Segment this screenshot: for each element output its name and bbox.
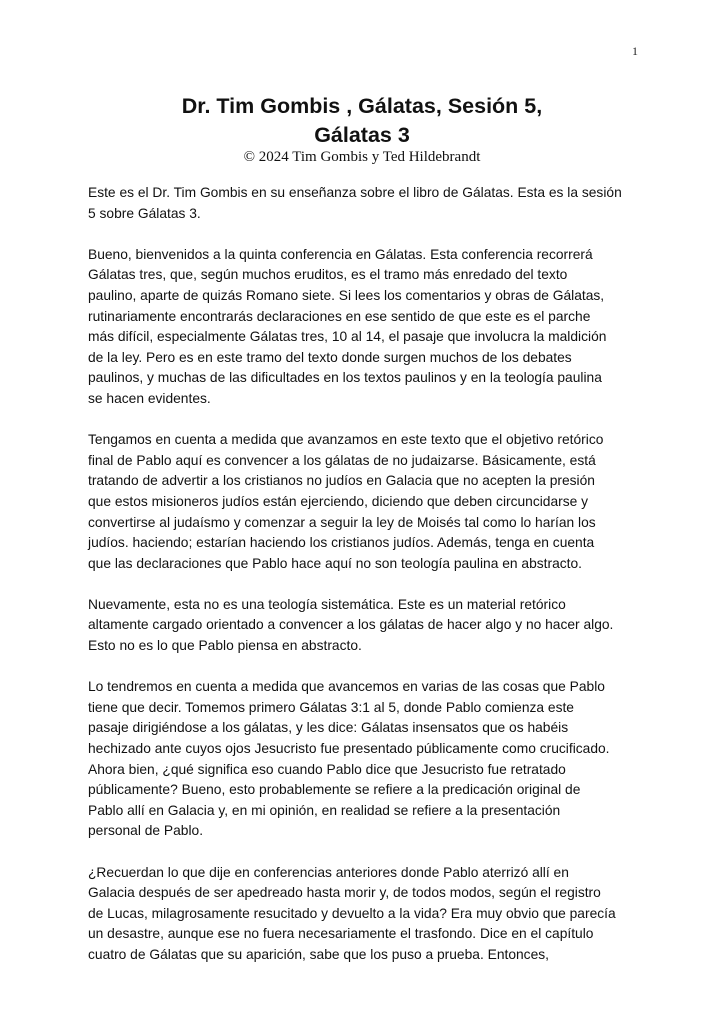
paragraph-line: Bueno, bienvenidos a la quinta conferencia en Gálatas. Esta conferencia recorrerá — [88, 246, 593, 262]
title-line-1: Dr. Tim Gombis , Gálatas, Sesión 5, — [181, 94, 543, 118]
copyright-notice: © 2024 Tim Gombis y Ted Hildebrandt — [243, 149, 481, 165]
paragraph — [88, 430, 660, 574]
paragraph-line: que estos misioneros judíos están ejerciendo, diciendo que deben circuncidarse y — [88, 493, 589, 509]
paragraph-line: más difícil, especialmente Gálatas tres, 10 al 14, el pasaje que involucra la maldición — [88, 329, 607, 345]
paragraph-line: ¿Recuerdan lo que dije en conferencias anteriores donde Pablo aterrizó allí en — [88, 864, 569, 880]
page-number: 1 — [632, 44, 638, 58]
paragraph — [88, 595, 660, 657]
paragraph-line: Ahora bien, ¿qué significa eso cuando Pablo dice que Jesucristo fue retratado — [88, 761, 566, 777]
paragraph-line: pasaje dirigiéndose a los gálatas, y les dice: Gálatas insensatos que os habéis — [88, 720, 569, 736]
paragraph-line: altamente cargado orientado a convencer a los gálatas de hacer algo y no hacer algo. — [88, 617, 614, 633]
title-line-2: Gálatas 3 — [314, 123, 410, 147]
paragraph-line: Galacia después de ser apedreado hasta morir y, de todos modos, según el registro — [88, 885, 601, 901]
document-body — [88, 183, 660, 986]
paragraph-line: final de Pablo aquí es convencer a los gálatas de no judaizarse. Básicamente, está — [88, 452, 596, 468]
document-title — [0, 92, 724, 150]
paragraph-line: se hacen evidentes. — [88, 390, 211, 406]
paragraph — [88, 245, 660, 410]
paragraph-line: tiene que decir. Tomemos primero Gálatas 3:1 al 5, donde Pablo comienza este — [88, 699, 574, 715]
paragraph-line: convertirse al judaísmo y comenzar a seguir la ley de Moisés tal como lo harían los — [88, 514, 596, 530]
paragraph-line: un desastre, aunque ese no fuera necesariamente el trasfondo. Dice en el capítulo — [88, 926, 594, 942]
paragraph-line: Gálatas tres, que, según muchos eruditos, es el tramo más enredado del texto — [88, 267, 568, 283]
paragraph-line: públicamente? Bueno, esto probablemente se refiere a la predicación original de — [88, 782, 581, 798]
paragraph-line: de la ley. Pero es en este tramo del texto donde surgen muchos de los debates — [88, 349, 572, 365]
paragraph-line: Nuevamente, esta no es una teología sistemática. Este es un material retórico — [88, 596, 566, 612]
paragraph-line: judíos. haciendo; estarían haciendo los cristianos judíos. Además, tenga en cuenta — [88, 535, 595, 551]
paragraph-line: paulino, aparte de quizás Romano siete. Si lees los comentarios y obras de Gálatas, — [88, 287, 605, 303]
paragraph-line: Pablo allí en Galacia y, en mi opinión, en realidad se refiere a la presentación — [88, 802, 561, 818]
paragraph-line: que las declaraciones que Pablo hace aquí no son teología paulina en abstracto. — [88, 555, 582, 571]
paragraph-line: Tengamos en cuenta a medida que avanzamos en este texto que el objetivo retórico — [88, 432, 604, 448]
paragraph-line: tratando de advertir a los cristianos no judíos en Galacia que no acepten la presión — [88, 473, 595, 489]
paragraph-line: hechizado ante cuyos ojos Jesucristo fue presentado públicamente como crucificado. — [88, 741, 610, 757]
paragraph-line: Lo tendremos en cuenta a medida que avancemos en varias de las cosas que Pablo — [88, 679, 605, 695]
paragraph-line: Este es el Dr. Tim Gombis en su enseñanza sobre el libro de Gálatas. Esta es la sesión — [88, 185, 622, 200]
paragraph-line: rutinariamente encontrarás declaraciones en ese sentido de que este es el parche — [88, 308, 591, 324]
paragraph-line: cuatro de Gálatas que su aparición, sabe que los puso a prueba. Entonces, — [88, 946, 549, 962]
paragraph-line: de Lucas, milagrosamente resucitado y devuelto a la vida? Era muy obvio que parecía — [88, 905, 616, 921]
paragraph — [88, 677, 660, 842]
paragraph — [88, 183, 660, 224]
paragraph-line: 5 sobre Gálatas 3. — [88, 205, 201, 221]
paragraph-line: Esto no es lo que Pablo piensa en abstracto. — [88, 638, 362, 654]
paragraph — [88, 863, 660, 966]
paragraph-line: personal de Pablo. — [88, 823, 204, 839]
paragraph-line: paulinos, y muchas de las dificultades en los textos paulinos y en la teología paulina — [88, 370, 602, 386]
